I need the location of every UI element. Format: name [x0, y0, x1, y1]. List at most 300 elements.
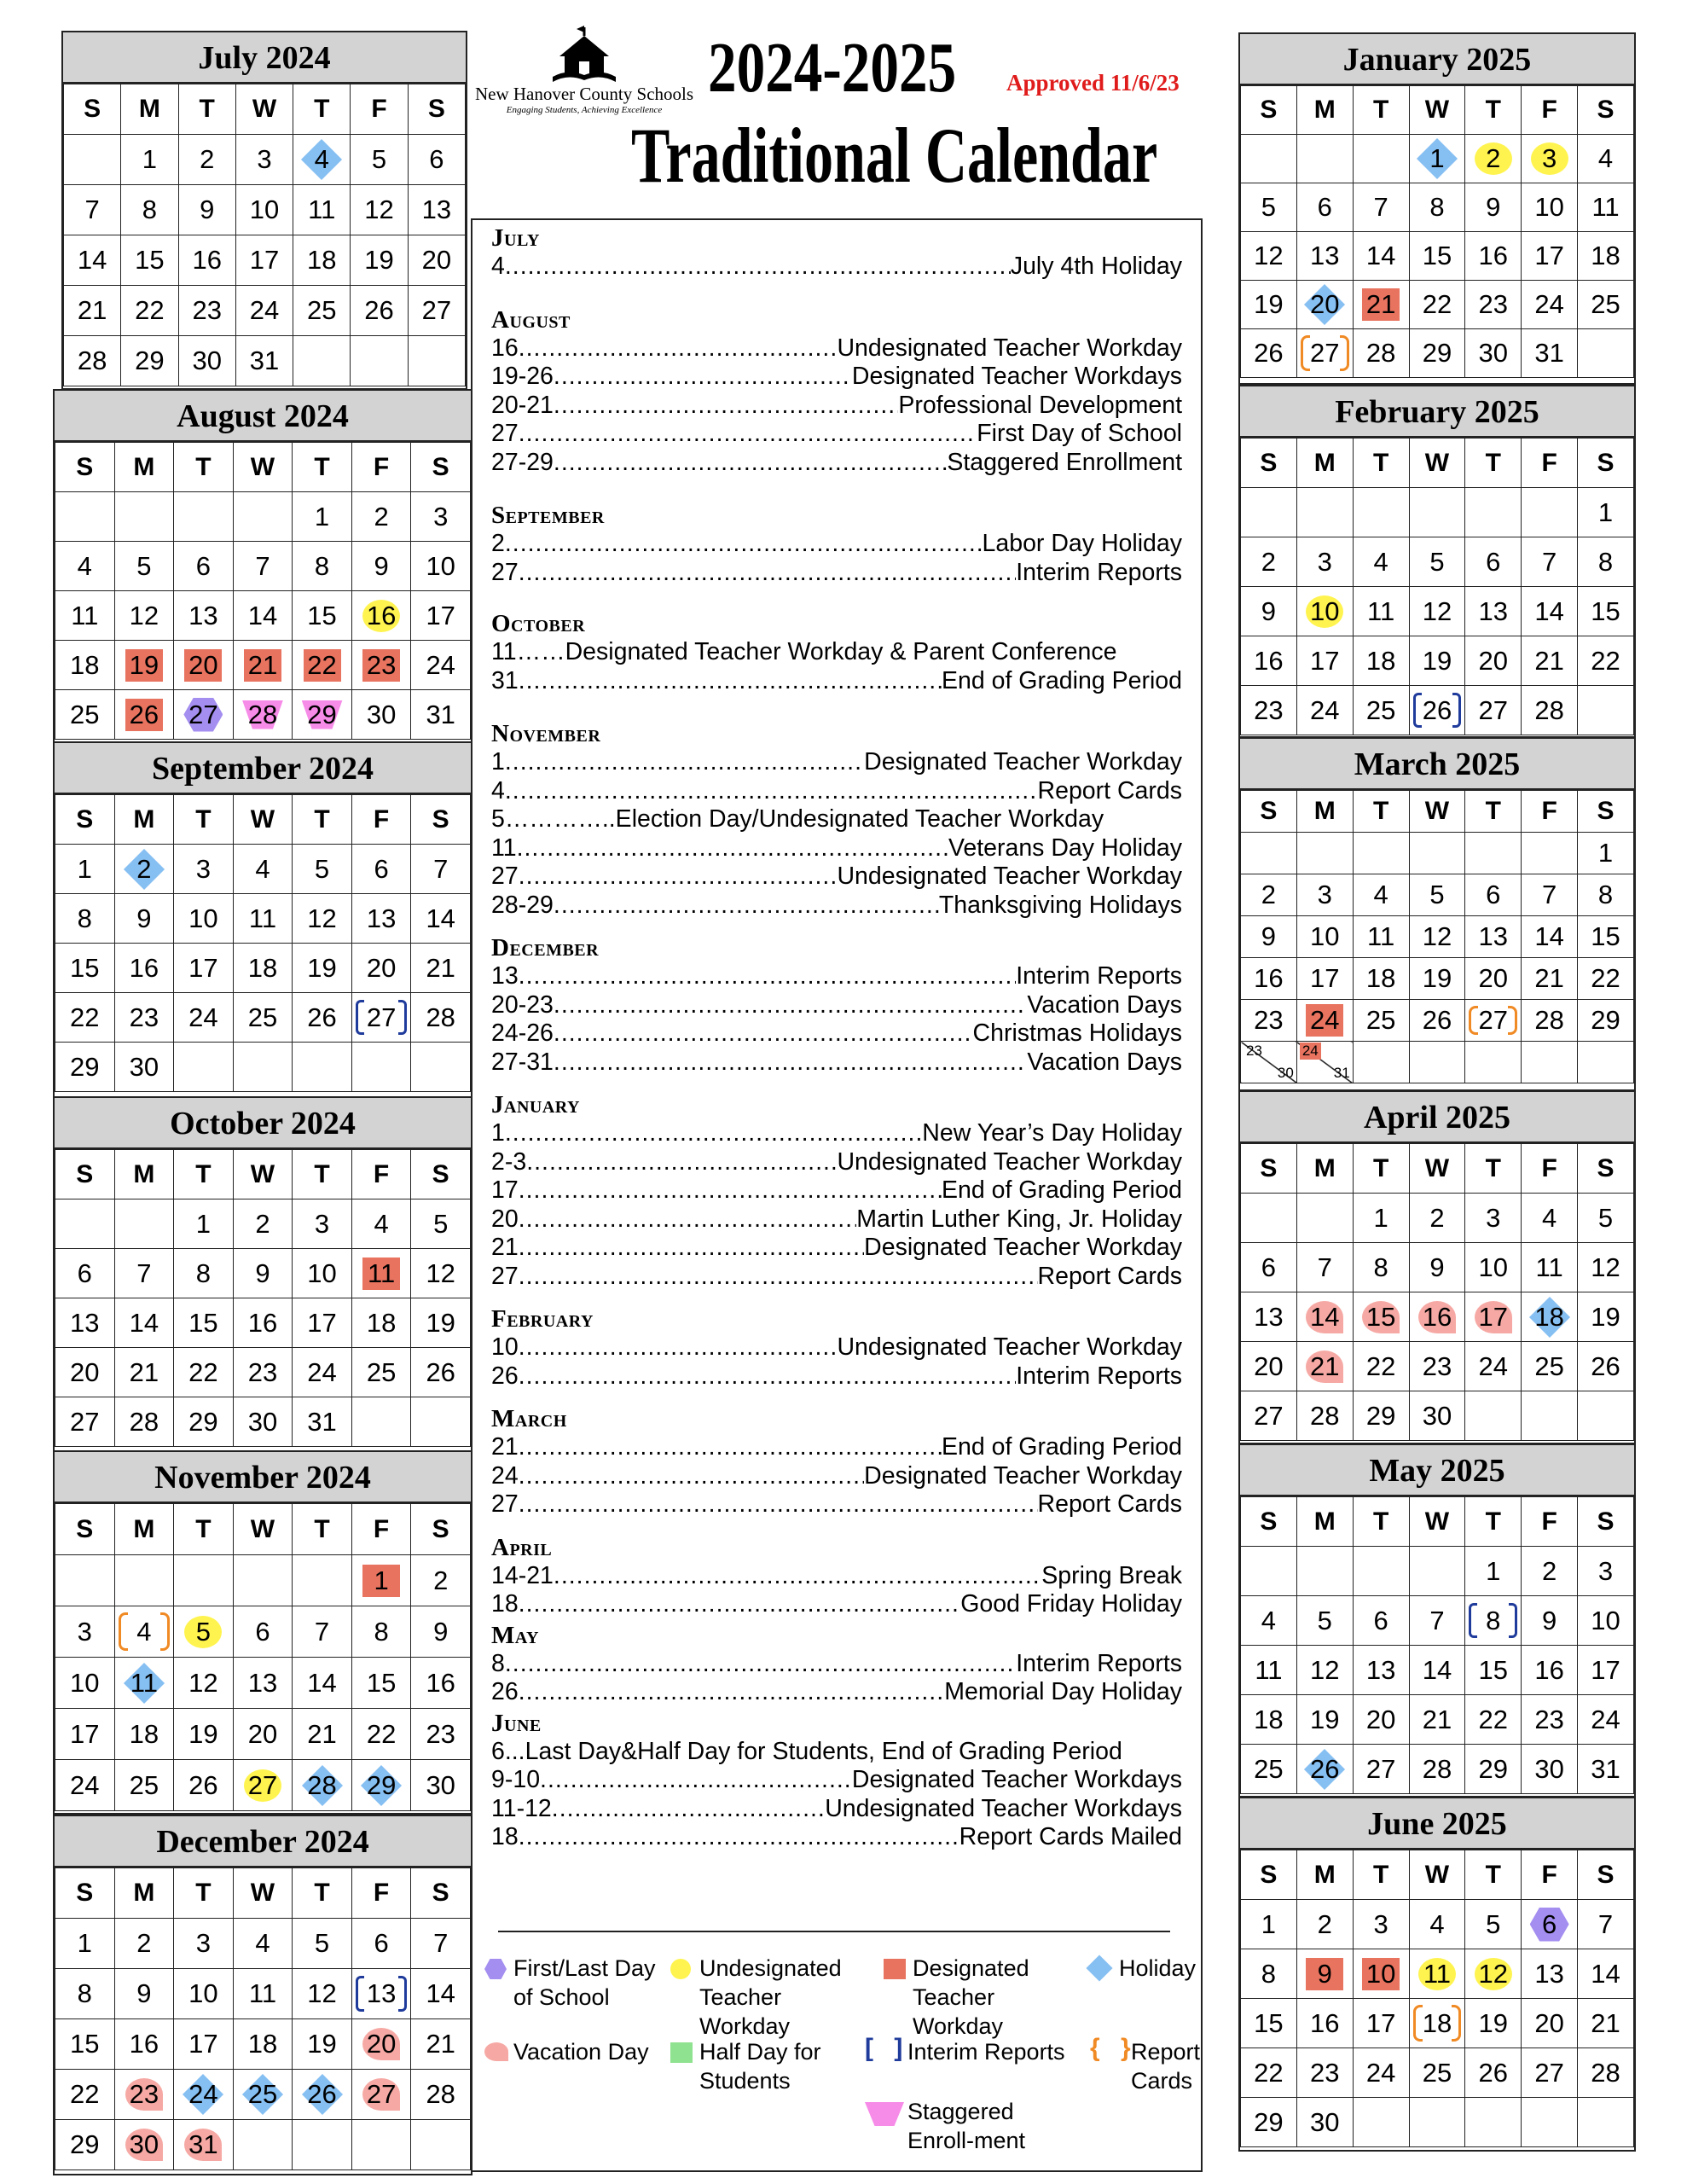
day-cell: [1409, 1900, 1465, 1949]
month-title: February 2025: [1240, 386, 1634, 438]
event-date: 1: [491, 748, 505, 775]
day-number: 14: [77, 245, 107, 275]
weekday-header: T: [293, 1504, 352, 1555]
month-grid: [1240, 85, 1634, 378]
day-number: 7: [1542, 546, 1557, 577]
event-text: Undesignated Teacher Workday: [837, 1147, 1182, 1176]
day-cell: [235, 336, 293, 386]
event-text: July 4th Holiday: [1010, 253, 1182, 280]
leader-dots: [519, 1823, 959, 1852]
day-cell: [1296, 183, 1353, 232]
day-number: 20: [1365, 1704, 1396, 1734]
day-cell: [174, 690, 234, 740]
day-cell: [1241, 1292, 1297, 1342]
day-cell: [114, 1969, 174, 2019]
day-number: 12: [307, 903, 337, 933]
day-number: 15: [135, 245, 165, 275]
day-number: 22: [1591, 963, 1620, 993]
day-cell: [1465, 1646, 1522, 1695]
day-number: 7: [314, 1616, 330, 1647]
day-cell: [1241, 916, 1297, 958]
day-cell: [178, 135, 235, 185]
day-cell: [1465, 1999, 1522, 2048]
event-item: [491, 363, 1182, 392]
event-text: End of Grading Period: [941, 1433, 1182, 1461]
day-number: 20: [1254, 1350, 1284, 1381]
day-cell: [351, 185, 408, 235]
weekday-header: M: [1296, 1497, 1353, 1547]
day-cell: [293, 1606, 352, 1658]
day-cell: [55, 2120, 115, 2170]
day-cell: [351, 2120, 411, 2170]
day-cell: [411, 1760, 471, 1811]
day-number: 13: [1310, 241, 1340, 270]
day-number: 3: [1542, 143, 1557, 173]
day-number: 15: [70, 2029, 100, 2059]
day-cell: [351, 1658, 411, 1709]
day-number: 28: [1365, 338, 1396, 368]
day-number: 2: [136, 853, 152, 884]
day-cell: [1465, 958, 1522, 1000]
leader-dots: [519, 1462, 864, 1491]
day-cell: [1353, 1745, 1409, 1794]
day-number: 19: [1422, 645, 1452, 676]
day-number: 9: [200, 195, 215, 224]
leader-dots: [554, 1019, 973, 1048]
event-text: End of Grading Period: [941, 666, 1182, 694]
day-cell: [174, 1709, 234, 1760]
day-cell: [1241, 1194, 1297, 1243]
day-number: 8: [77, 1978, 92, 2008]
day-number: 21: [1534, 645, 1564, 676]
leader-dots: [519, 1433, 942, 1462]
leader-dots: [505, 748, 864, 777]
day-cell: [174, 2120, 234, 2170]
day-number: 19: [1310, 1704, 1340, 1734]
day-number: 24: [188, 1002, 218, 1032]
day-number: 19: [129, 649, 159, 680]
day-cell: [174, 2070, 234, 2120]
day-cell: [1578, 587, 1634, 636]
event-section: [491, 1090, 1182, 1291]
day-cell: [233, 1606, 293, 1658]
weekday-header: W: [233, 1504, 293, 1555]
day-number: 21: [1310, 1350, 1340, 1381]
event-date: 27: [491, 863, 519, 890]
day-number: 23: [192, 295, 222, 325]
weekday-header: T: [293, 1868, 352, 1919]
weekday-header: F: [351, 795, 411, 845]
day-cell: [64, 286, 121, 336]
day-number: 23: [129, 1002, 159, 1032]
weekday-header: T: [1465, 439, 1522, 488]
day-cell: [114, 1043, 174, 1092]
event-text: Vacation Days: [1027, 1048, 1182, 1076]
leader-dots: [519, 1205, 857, 1234]
day-number: 6: [1486, 546, 1501, 577]
day-cell: [1578, 636, 1634, 686]
day-cell: [1296, 1000, 1353, 1042]
event-month-heading: May: [491, 1621, 539, 1649]
event-section: [491, 1304, 1182, 1391]
day-cell: [55, 1555, 115, 1606]
schoolhouse-icon: [551, 24, 617, 84]
day-number: 18: [247, 2029, 278, 2059]
day-number: 5: [1597, 1202, 1614, 1233]
event-date: 17: [491, 1176, 519, 1204]
day-cell: [1465, 636, 1522, 686]
day-cell: [114, 2019, 174, 2070]
day-cell: [1465, 2098, 1522, 2147]
day-number: 21: [77, 295, 107, 325]
leader-dots: [554, 1048, 1027, 1077]
day-cell: [1465, 1596, 1522, 1646]
day-cell: [1353, 636, 1409, 686]
day-number: 18: [1365, 645, 1396, 676]
day-cell: [351, 1199, 411, 1249]
weekday-header: W: [233, 795, 293, 845]
day-cell: [1353, 916, 1409, 958]
day-cell: [1409, 232, 1465, 281]
day-cell: [1578, 916, 1634, 958]
leader-dots: [519, 334, 838, 363]
month-grid: [55, 1867, 471, 2170]
day-number: 23: [247, 1356, 278, 1387]
day-cell: [1465, 488, 1522, 537]
day-number: 7: [1429, 1605, 1445, 1635]
day-number: 2: [136, 1928, 152, 1958]
day-cell: [1353, 488, 1409, 537]
day-cell: [1296, 135, 1353, 183]
day-cell: [55, 1043, 115, 1092]
day-number: 14: [426, 1978, 455, 2008]
day-cell: [351, 1043, 411, 1092]
day-number: 7: [255, 550, 270, 581]
day-number: 10: [1310, 921, 1340, 951]
day-number: 15: [307, 600, 337, 630]
day-cell: [1578, 1695, 1634, 1745]
day-number: 16: [366, 600, 397, 630]
event-item: [491, 1795, 1182, 1824]
day-number: 5: [1261, 192, 1277, 222]
month-march-2025: [1238, 737, 1636, 1091]
day-number: 15: [1422, 241, 1452, 270]
event-text: Undesignated Teacher Workdays: [825, 1794, 1182, 1822]
leader-dots: [540, 1766, 852, 1795]
day-cell: [1522, 488, 1578, 537]
day-cell: [174, 894, 234, 944]
day-cell: [293, 591, 352, 641]
day-cell: [351, 591, 411, 641]
day-number: 24: [1310, 694, 1340, 725]
leader-dots: [519, 559, 1016, 588]
day-number: 29: [135, 346, 165, 375]
day-number: 11: [1367, 595, 1395, 626]
day-cell: [235, 235, 293, 286]
event-text: Spring Break: [1041, 1561, 1182, 1589]
day-number: 11: [308, 195, 336, 224]
header: [461, 17, 1228, 199]
day-cell: [1241, 874, 1297, 916]
day-number: 10: [70, 1667, 100, 1698]
legend-half-day: Half Day for Students: [670, 2037, 841, 2095]
day-cell: [233, 1919, 293, 1969]
day-number: 21: [1422, 1704, 1452, 1734]
day-number: 8: [195, 1258, 212, 1288]
day-cell: [55, 1199, 115, 1249]
day-cell: [293, 235, 351, 286]
day-cell: [351, 690, 411, 740]
day-cell: [114, 690, 174, 740]
event-text: End of Grading Period: [941, 1176, 1182, 1204]
day-cell: [1241, 1042, 1297, 1083]
designated-workday-icon: [884, 1959, 906, 1979]
day-cell: [293, 1658, 352, 1709]
day-cell: [293, 492, 352, 542]
leader-dots: [519, 1333, 838, 1362]
month-title: March 2025: [1240, 739, 1634, 790]
day-number: 17: [1591, 1654, 1620, 1685]
day-cell: [1409, 2048, 1465, 2098]
day-cell: [233, 1249, 293, 1298]
day-number: 8: [142, 195, 158, 224]
event-date: 26: [491, 1678, 519, 1705]
day-number: 12: [307, 1978, 337, 2008]
day-number: 6: [1486, 880, 1501, 909]
weekday-header: F: [1522, 86, 1578, 135]
month-grid: [1240, 790, 1634, 1083]
day-number: 15: [1591, 921, 1620, 951]
day-number: 11: [1423, 1958, 1452, 1989]
event-date: 5…………..Election Day/Undesignated Teacher Workday: [491, 805, 1104, 833]
day-number: 17: [188, 2029, 218, 2059]
event-item: [491, 392, 1182, 421]
day-cell: [1522, 537, 1578, 587]
day-number: 12: [1254, 241, 1284, 270]
day-number: 30: [247, 1406, 278, 1437]
day-number: 25: [247, 2079, 278, 2109]
event-date: 14-21: [491, 1561, 554, 1589]
weekday-header: M: [1296, 1850, 1353, 1900]
weekday-header: W: [233, 443, 293, 492]
day-number: 27: [366, 1002, 397, 1032]
day-number: 23: [426, 1718, 455, 1749]
day-cell: [55, 2019, 115, 2070]
day-cell: [55, 542, 115, 591]
day-number: 13: [1478, 595, 1509, 626]
day-number: 31: [1591, 1753, 1620, 1784]
day-number: 2: [1261, 880, 1277, 909]
day-number: 16: [1310, 2007, 1340, 2038]
weekday-header: T: [1353, 1497, 1409, 1547]
month-title: September 2024: [55, 743, 471, 794]
day-cell: [1353, 1342, 1409, 1391]
day-cell: [351, 894, 411, 944]
event-item: [491, 962, 1182, 991]
day-cell: [1522, 1391, 1578, 1441]
day-cell: [1409, 2098, 1465, 2147]
event-month-heading: June: [491, 1709, 542, 1737]
day-number: 26: [1591, 1350, 1620, 1381]
weekday-header: W: [1409, 791, 1465, 833]
day-number: 4: [1429, 1908, 1445, 1939]
day-cell: [114, 894, 174, 944]
day-cell: [1409, 1000, 1465, 1042]
weekday-header: W: [1409, 86, 1465, 135]
weekday-header: T: [1353, 439, 1409, 488]
event-item: [491, 1433, 1182, 1462]
day-number: 26: [129, 699, 159, 729]
day-number: 10: [249, 195, 280, 224]
day-number: 23: [1422, 1350, 1452, 1381]
day-cell: [411, 894, 471, 944]
day-cell: [174, 1298, 234, 1348]
day-number: 17: [426, 600, 455, 630]
day-cell: [174, 542, 234, 591]
event-text: Interim Reports: [1016, 962, 1182, 990]
day-number: 29: [1478, 1753, 1509, 1784]
day-cell: [1241, 636, 1297, 686]
leader-dots: [519, 1490, 1038, 1519]
district-name: New Hanover County Schools: [474, 84, 694, 104]
day-number: 7: [1597, 1908, 1614, 1939]
day-cell: [351, 135, 408, 185]
day-number: 2: [1542, 1555, 1557, 1586]
day-cell: [1296, 1391, 1353, 1441]
day-cell: [174, 1606, 234, 1658]
undesignated-workday-icon: [670, 1959, 691, 1979]
day-cell: [1241, 1695, 1297, 1745]
day-cell: [55, 944, 115, 993]
event-item: [491, 1650, 1182, 1679]
day-number: 7: [433, 853, 449, 884]
day-number: 27: [1534, 2057, 1564, 2088]
weekday-header: M: [114, 1150, 174, 1199]
weekday-header: M: [114, 1868, 174, 1919]
day-number: 9: [255, 1258, 270, 1288]
day-cell: [233, 542, 293, 591]
day-cell: [174, 1043, 234, 1092]
weekday-header: M: [114, 1504, 174, 1555]
day-number: 18: [366, 1307, 397, 1338]
day-number: 21: [426, 952, 455, 983]
day-cell: [1241, 1243, 1297, 1292]
day-number: 20: [70, 1356, 100, 1387]
event-item: [491, 1766, 1182, 1795]
day-number: 6: [1542, 1908, 1557, 1939]
day-cell: [293, 1397, 352, 1447]
day-number: 2: [255, 1208, 270, 1239]
day-number: 15: [1254, 2007, 1284, 2038]
weekday-header: S: [411, 795, 471, 845]
day-number: 2: [433, 1565, 449, 1595]
day-number: 8: [314, 550, 330, 581]
day-number: 18: [1534, 1301, 1564, 1332]
day-number: 14: [307, 1667, 337, 1698]
day-cell: [178, 185, 235, 235]
day-number: 1: [1597, 838, 1614, 868]
month-title: May 2025: [1240, 1445, 1634, 1496]
day-cell: [1353, 1391, 1409, 1441]
day-cell: [411, 845, 471, 894]
day-number: 25: [1591, 289, 1620, 319]
day-cell: [235, 286, 293, 336]
day-cell: [411, 2019, 471, 2070]
day-number: 22: [1422, 289, 1452, 319]
day-cell: [114, 845, 174, 894]
day-number: 19: [426, 1307, 455, 1338]
day-number: 8: [1597, 546, 1614, 577]
day-cell: [55, 1249, 115, 1298]
leader-dots: [554, 1562, 1041, 1591]
day-cell: [174, 1199, 234, 1249]
day-cell: [1296, 488, 1353, 537]
day-cell: [1353, 135, 1409, 183]
day-number: 15: [188, 1307, 218, 1338]
day-cell: [1578, 488, 1634, 537]
day-cell: [121, 235, 178, 286]
split-day-bottom: 31: [1333, 1065, 1350, 1081]
day-number: 8: [1261, 1958, 1277, 1989]
weekday-header: S: [1241, 86, 1297, 135]
day-cell: [1353, 958, 1409, 1000]
day-number: 10: [1478, 1252, 1509, 1282]
day-number: 12: [129, 600, 159, 630]
day-cell: [1409, 183, 1465, 232]
day-cell: [114, 1348, 174, 1397]
day-number: 8: [77, 903, 92, 933]
legend-vacation: Vacation Day: [484, 2037, 664, 2066]
event-date: 16: [491, 334, 519, 362]
day-cell: [1409, 587, 1465, 636]
day-cell: [1409, 1042, 1465, 1083]
event-text: Interim Reports: [1016, 1649, 1182, 1677]
day-cell: [1241, 488, 1297, 537]
day-number: 16: [1422, 1301, 1452, 1332]
weekday-header: F: [351, 1150, 411, 1199]
day-cell: [293, 1043, 352, 1092]
split-day-bottom: 30: [1277, 1065, 1294, 1081]
day-number: 17: [307, 1307, 337, 1338]
day-number: 6: [1317, 192, 1332, 222]
day-cell: [1296, 281, 1353, 329]
weekday-header: W: [1409, 1850, 1465, 1900]
day-cell: [233, 2070, 293, 2120]
day-cell: [1296, 1042, 1353, 1083]
day-cell: [1296, 587, 1353, 636]
day-number: 29: [1365, 1400, 1396, 1431]
month-october-2024: [53, 1096, 472, 1454]
weekday-header: T: [1465, 791, 1522, 833]
day-number: 9: [1542, 1605, 1557, 1635]
month-grid: [55, 1503, 471, 1811]
weekday-header: T: [293, 1150, 352, 1199]
event-month-heading: April: [491, 1533, 553, 1561]
day-number: 11: [248, 1978, 277, 2008]
weekday-header: T: [178, 84, 235, 135]
day-cell: [1409, 1949, 1465, 1999]
weekday-header: T: [1353, 1850, 1409, 1900]
event-section: [491, 609, 1182, 695]
day-cell: [1296, 1999, 1353, 2048]
weekday-header: T: [293, 84, 351, 135]
day-number: 26: [307, 1002, 337, 1032]
day-cell: [1353, 1949, 1409, 1999]
day-number: 31: [188, 2129, 218, 2159]
day-cell: [411, 1298, 471, 1348]
event-month-heading: August: [491, 305, 571, 334]
report-cards-icon: { }: [1090, 2034, 1138, 2062]
